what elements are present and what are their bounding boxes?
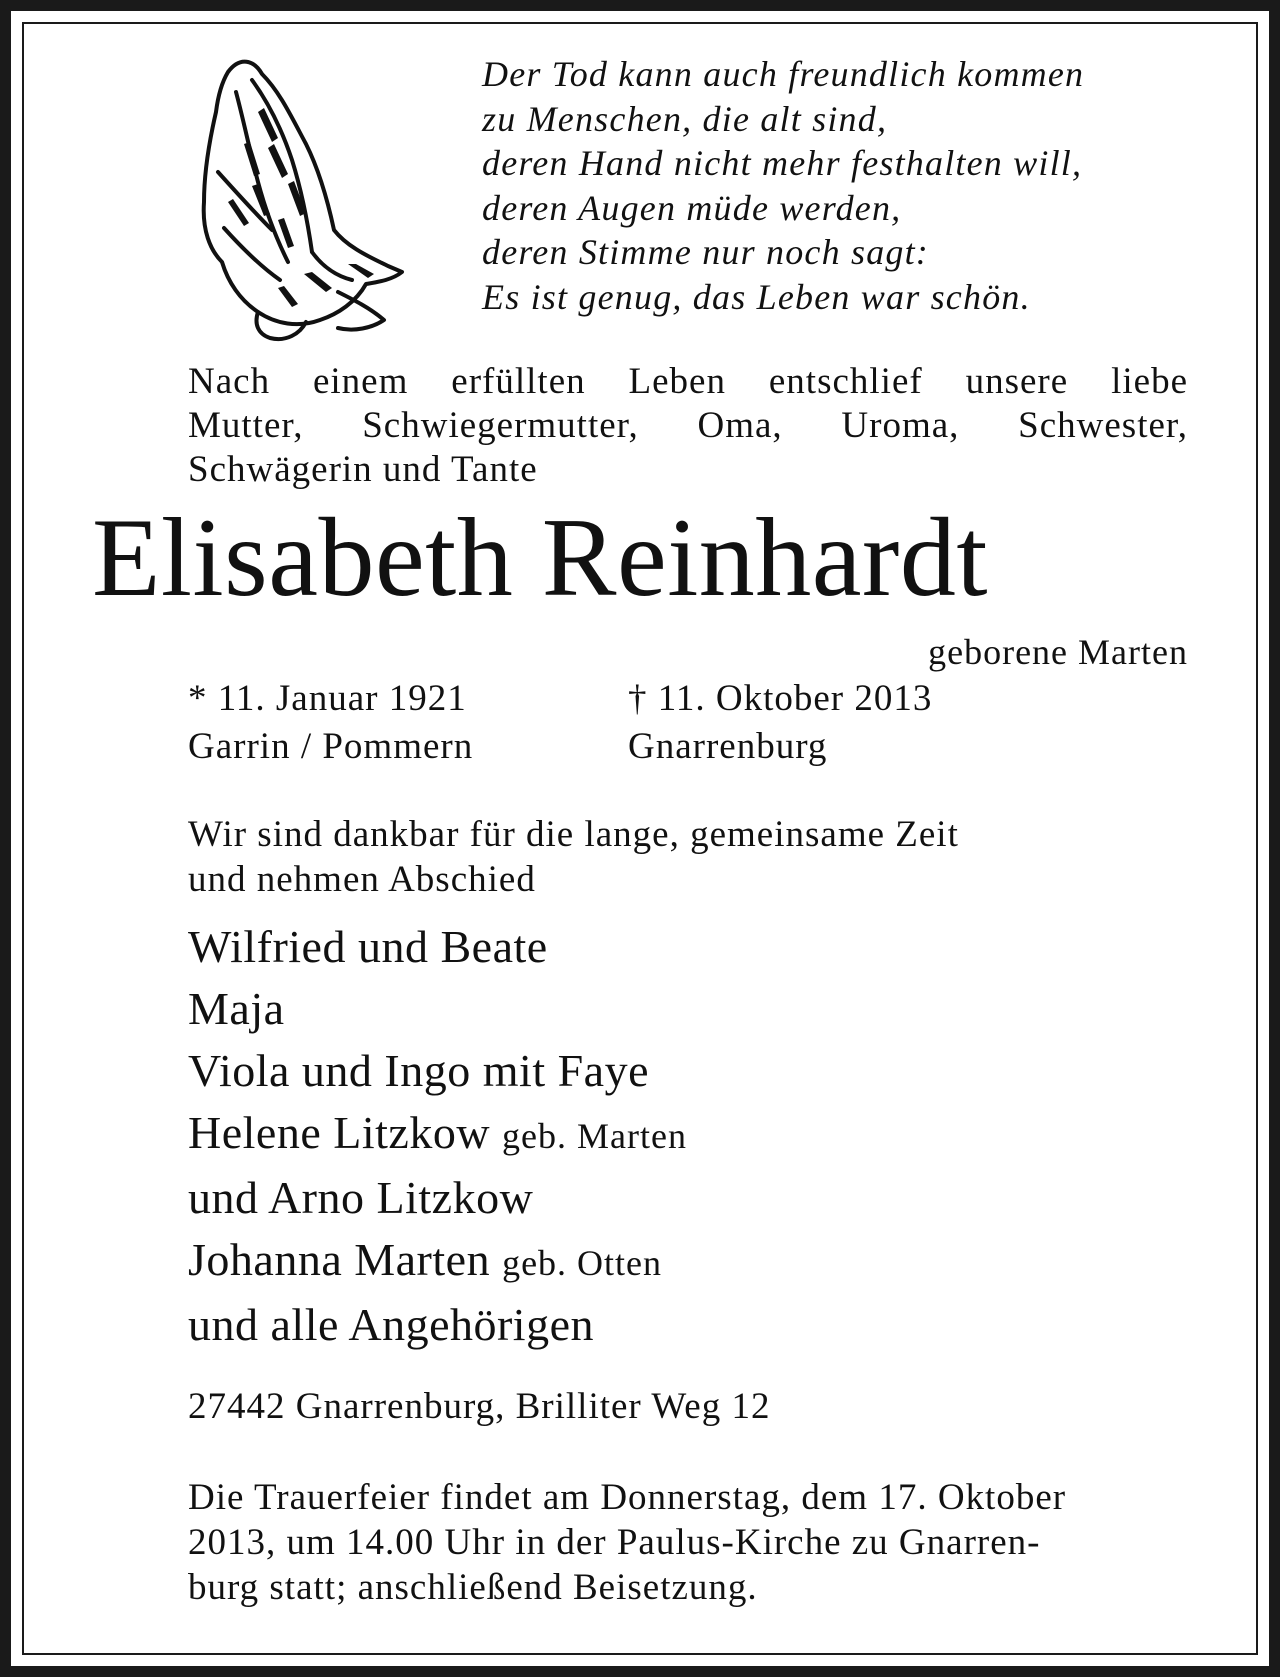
deceased-name: Elisabeth Reinhardt [92,496,988,620]
poem [482,52,1202,320]
mourner: und Arno Litzkow [188,1172,534,1223]
mourners-list [188,916,687,1356]
thanks-line: Wir sind dankbar für die lange, gemeinsame Zeit [188,814,959,855]
intro-line: Schwägerin und Tante [188,449,538,490]
praying-hands-icon [188,52,412,344]
thanks-text [188,812,959,902]
service-line: burg statt; anschließend Beisetzung. [188,1567,758,1608]
birth-info [188,675,473,771]
mourner-name: Helene Litzkow [188,1107,491,1158]
mourner [188,1229,687,1294]
service-info [188,1475,1188,1610]
mourner [188,1102,687,1167]
intro-line: Mutter, Schwiegermutter, Oma, Uroma, Schwester, [188,405,1188,446]
poem-line: deren Augen müde werden, [482,187,902,228]
death-info [628,675,932,771]
maiden-name: geborene Marten [928,632,1188,672]
mourner-maiden-note: geb. Otten [502,1243,663,1283]
death-place: Gnarrenburg [628,726,828,767]
birth-date: * 11. Januar 1921 [188,678,467,719]
service-line: 2013, um 14.00 Uhr in der Paulus-Kirche zu Gnarren- [188,1522,1041,1563]
service-line: Die Trauerfeier findet am Donnerstag, dem 17. Oktober [188,1477,1067,1518]
poem-line: zu Menschen, die alt sind, [482,98,888,139]
address: 27442 Gnarrenburg, Brilliter Weg 12 [188,1386,771,1427]
mourner: und alle Angehörigen [188,1299,595,1350]
mourner-maiden-note: geb. Marten [502,1116,687,1156]
poem-line: Es ist genug, das Leben war schön. [482,276,1031,317]
poem-line: Der Tod kann auch freundlich kommen [482,54,1085,94]
mourner: Maja [188,983,285,1034]
birth-place: Garrin / Pommern [188,726,474,767]
poem-line: deren Stimme nur noch sagt: [482,232,929,273]
death-date: † 11. Oktober 2013 [628,678,933,719]
mourner-name: Johanna Marten [188,1234,491,1285]
thanks-line: und nehmen Abschied [188,859,536,900]
intro-line: Nach einem erfüllten Leben entschlief unsere liebe [188,361,1188,402]
intro-text [188,360,1188,492]
poem-line: deren Hand nicht mehr festhalten will, [482,143,1083,184]
mourner: Viola und Ingo mit Faye [188,1045,650,1096]
mourner: Wilfried und Beate [188,921,548,972]
